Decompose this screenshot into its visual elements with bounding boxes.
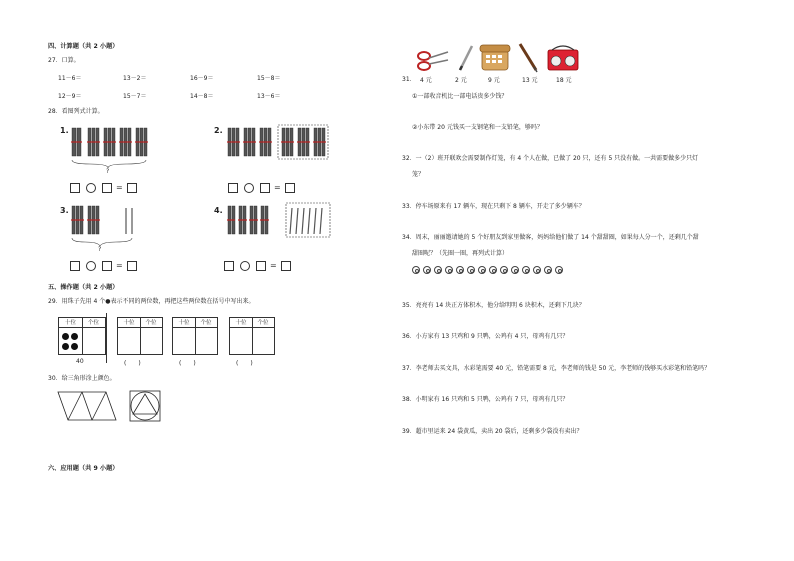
oral-item: 11－6＝ bbox=[58, 75, 82, 82]
operator-circle[interactable] bbox=[240, 261, 250, 271]
sub-label-4: 4. bbox=[214, 206, 223, 215]
price-scissors: 4 元 bbox=[420, 77, 432, 84]
q31-number: 31． bbox=[402, 76, 416, 83]
q31-part2: ②小东带 20 元钱买一支钢笔和一支铅笔，够吗？ bbox=[412, 124, 543, 131]
ones-header: 个位 bbox=[252, 318, 274, 328]
answer-box[interactable] bbox=[260, 183, 270, 193]
tens-header: 十位 bbox=[230, 318, 252, 328]
answer-box[interactable] bbox=[281, 261, 291, 271]
fountain-pen-icon bbox=[520, 44, 537, 72]
q34-line1: 34．周末，丽丽邀请她的 5 个好朋友到家里做客，妈妈给他们做了 14 个甜甜圈，如果每人分一个，还剩几个甜 bbox=[402, 234, 699, 241]
q32-line2: 笼？ bbox=[412, 171, 425, 178]
tens-header: 十位 bbox=[118, 318, 140, 328]
bundles-figure-1 bbox=[70, 124, 160, 176]
q27-prompt: 27．口算。 bbox=[48, 57, 80, 64]
equals-sign: = bbox=[116, 183, 123, 192]
answer-box[interactable] bbox=[102, 261, 112, 271]
donut-icon bbox=[445, 266, 453, 274]
sub-label-2: 2. bbox=[214, 126, 223, 135]
place-value-table[interactable] bbox=[117, 317, 163, 355]
oral-item: 13－2＝ bbox=[123, 75, 147, 82]
section5-title: 五、操作题（共 2 小题） bbox=[48, 284, 119, 291]
q39-text: 39．超市里运来 24 袋黄瓜，卖出 20 袋后，还剩多少袋没有卖出？ bbox=[402, 428, 583, 435]
donut-row[interactable] bbox=[412, 266, 574, 276]
oral-item: 16－9＝ bbox=[190, 75, 214, 82]
donut-icon bbox=[434, 266, 442, 274]
price-radio: 18 元 bbox=[556, 77, 572, 84]
place-value-table[interactable] bbox=[172, 317, 218, 355]
q28-prompt: 28．看图列式计算。 bbox=[48, 108, 104, 115]
donut-icon bbox=[412, 266, 420, 274]
ones-header: 个位 bbox=[140, 318, 162, 328]
q29-prompt: 29．用珠子先用 4 个●表示不同的两位数，再把这些两位数在括号中写出来。 bbox=[48, 298, 255, 305]
section4-title: 四、计算题（共 2 小题） bbox=[48, 43, 119, 50]
oral-item: 15－7＝ bbox=[123, 93, 147, 100]
answer-box[interactable] bbox=[70, 261, 80, 271]
divider bbox=[106, 313, 107, 363]
bundles-figure-4 bbox=[226, 202, 336, 252]
equals-sign: = bbox=[274, 183, 281, 192]
operator-circle[interactable] bbox=[86, 261, 96, 271]
q31-part1: ①一部收音机比一部电话贵多少钱？ bbox=[412, 93, 508, 100]
equals-sign: = bbox=[116, 261, 123, 270]
answer-parentheses[interactable]: ( ) bbox=[124, 360, 141, 367]
answer-box[interactable] bbox=[127, 183, 137, 193]
oral-item: 14－8＝ bbox=[190, 93, 214, 100]
bundles-figure-3 bbox=[70, 202, 160, 252]
q35-text: 35．亮亮有 14 块正方体积木，他分给明明 6 块积木，还剩下几块？ bbox=[402, 302, 585, 309]
bead-dot bbox=[62, 343, 69, 350]
sub-label-3: 3. bbox=[60, 206, 69, 215]
ones-header: 个位 bbox=[195, 318, 217, 328]
answer-parentheses[interactable]: ( ) bbox=[179, 360, 196, 367]
q38-text: 38．小明家有 16 只鸡和 5 只鸭，公鸡有 7 只，母鸡有几只？ bbox=[402, 396, 569, 403]
donut-icon bbox=[478, 266, 486, 274]
donut-icon bbox=[555, 266, 563, 274]
shapes-figure[interactable] bbox=[56, 390, 176, 426]
answer-box[interactable] bbox=[228, 183, 238, 193]
q36-text: 36．小方家有 13 只鸡和 9 只鸭，公鸡有 4 只，母鸡有几只？ bbox=[402, 333, 569, 340]
tens-header: 十位 bbox=[59, 318, 82, 328]
pencil-icon bbox=[460, 46, 472, 70]
q32-line1: 32．一（2）班开联欢会需要制作灯笼，有 4 个人在做，已做了 20 只，还有 5 只没有做。一共需要做多少只灯 bbox=[402, 155, 699, 162]
q34-line2: 甜圈呢？（先圈一圈，再列式计算） bbox=[412, 250, 509, 257]
donut-icon bbox=[456, 266, 464, 274]
donut-icon bbox=[467, 266, 475, 274]
donut-icon bbox=[423, 266, 431, 274]
answer-box[interactable] bbox=[256, 261, 266, 271]
telephone-icon bbox=[480, 45, 510, 70]
donut-icon bbox=[489, 266, 497, 274]
donut-icon bbox=[511, 266, 519, 274]
q33-text: 33．停车场原来有 17 辆车，现在只剩下 8 辆车，开走了多少辆车？ bbox=[402, 203, 585, 210]
bundles-figure-2 bbox=[226, 124, 336, 176]
example-number: 40 bbox=[76, 358, 84, 365]
answer-box[interactable] bbox=[102, 183, 112, 193]
answer-box[interactable] bbox=[127, 261, 137, 271]
donut-icon bbox=[533, 266, 541, 274]
place-value-table[interactable] bbox=[229, 317, 275, 355]
oral-item: 15－8＝ bbox=[257, 75, 281, 82]
place-value-table-example bbox=[58, 317, 106, 355]
section6-title: 六、应用题（共 9 小题） bbox=[48, 465, 119, 472]
ones-header: 个位 bbox=[82, 318, 105, 328]
sub-label-1: 1. bbox=[60, 126, 69, 135]
donut-icon bbox=[544, 266, 552, 274]
bead-dot bbox=[71, 343, 78, 350]
q37-text: 37．李老师去买文具，水彩笔需要 40 元，铅笔需要 8 元，李老师的钱是 50 元，李老师的钱够买水彩笔和铅笔吗？ bbox=[402, 365, 711, 372]
price-telephone: 9 元 bbox=[488, 77, 500, 84]
donut-icon bbox=[522, 266, 530, 274]
price-pencil: 2 元 bbox=[455, 77, 467, 84]
answer-box[interactable] bbox=[285, 183, 295, 193]
items-figure bbox=[416, 42, 582, 74]
bead-dot bbox=[71, 333, 78, 340]
answer-box[interactable] bbox=[70, 183, 80, 193]
question-mark: ? bbox=[106, 168, 110, 175]
q30-prompt: 30．给三角形涂上颜色。 bbox=[48, 375, 116, 382]
oral-item: 13－6＝ bbox=[257, 93, 281, 100]
operator-circle[interactable] bbox=[86, 183, 96, 193]
answer-parentheses[interactable]: ( ) bbox=[236, 360, 253, 367]
price-fountain-pen: 13 元 bbox=[522, 77, 538, 84]
equals-sign: = bbox=[270, 261, 277, 270]
answer-box[interactable] bbox=[224, 261, 234, 271]
scissors-icon bbox=[418, 52, 448, 70]
radio-icon bbox=[548, 46, 578, 70]
donut-icon bbox=[500, 266, 508, 274]
oral-item: 12－9＝ bbox=[58, 93, 82, 100]
operator-circle[interactable] bbox=[244, 183, 254, 193]
question-mark: ? bbox=[98, 246, 102, 253]
bead-dot bbox=[62, 333, 69, 340]
tens-header: 十位 bbox=[173, 318, 195, 328]
